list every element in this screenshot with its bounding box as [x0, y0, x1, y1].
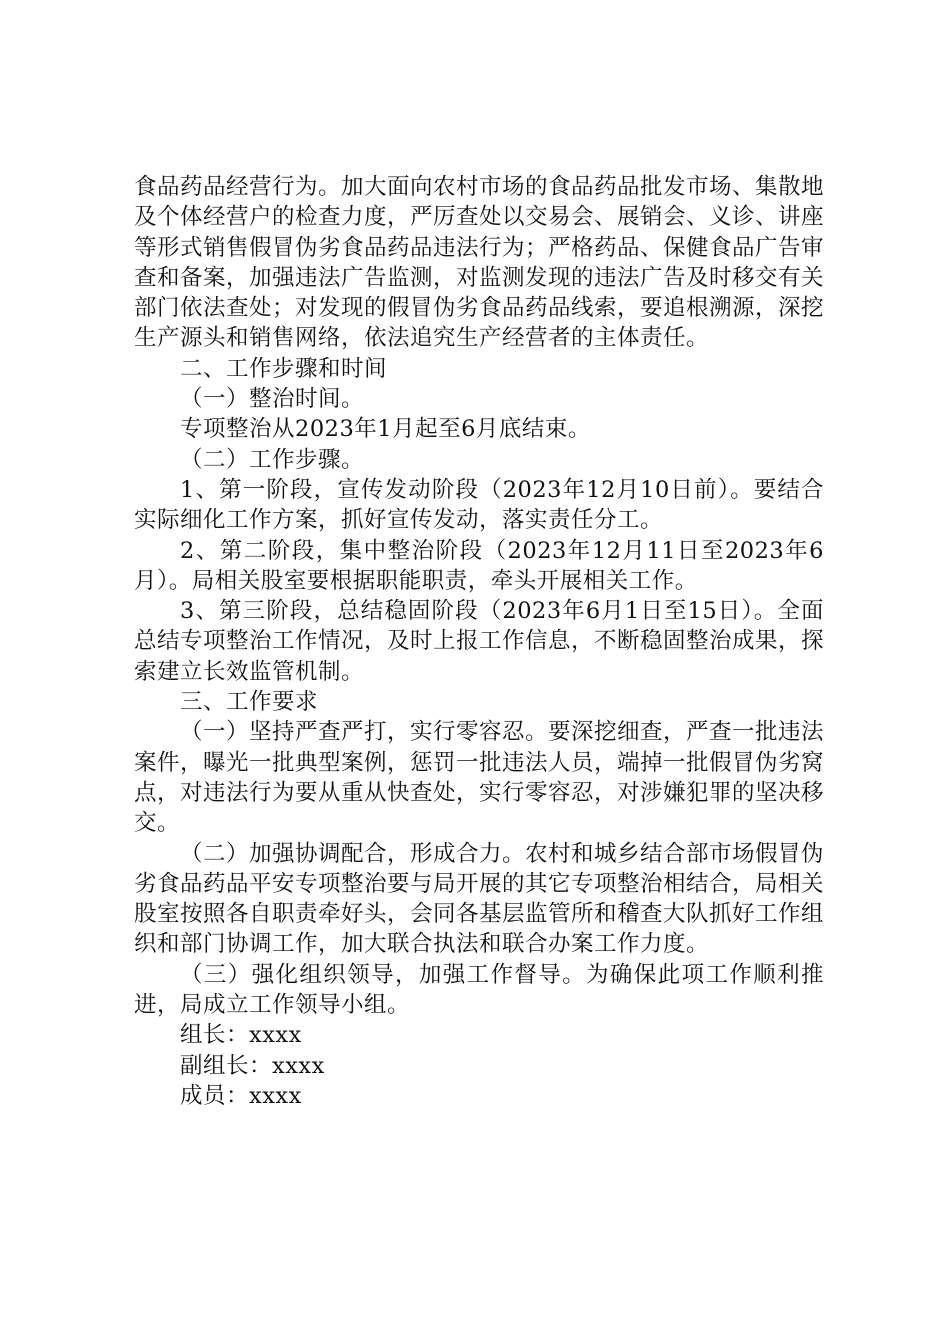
section-heading-3: 三、工作要求	[180, 689, 319, 716]
paragraph-requirement-2: （二）加强协调配合，形成合力。农村和城乡结合部市场假冒伪劣食品药品平安专项整治要与局开展的其它专项整治相结合，局相关股室按照各自职责牵好头，会同各基层监管所和稽查大队抓好工作组织和部门协调工作，加大联合执法和联合办案工作力度。	[134, 840, 825, 958]
paragraph-requirement-1: （一）坚持严查严打，实行零容忍。要深挖细查，严查一批违法案件，曝光一批典型案例，惩罚一批违法人员，端掉一批假冒伪劣窝点，对违法行为要从重从快查处，实行零容忍，对涉嫌犯罪的坚决移交。	[134, 719, 825, 837]
members-line: 成员：xxxx	[180, 1082, 302, 1109]
paragraph-step-2: 2、第二阶段，集中整治阶段（2023年12月11日至2023年6月）。局相关股室要根据职能职责，牵头开展相关工作。	[134, 537, 824, 594]
subheading-work-steps: （二）工作步骤。	[180, 446, 365, 473]
document-body	[134, 172, 824, 1111]
paragraph-requirement-3: （三）强化组织领导，加强工作督导。为确保此项工作顺利推进，局成立工作领导小组。	[134, 961, 824, 1019]
section-heading-2: 二、工作步骤和时间	[180, 355, 388, 382]
paragraph-continuation: 食品药品经营行为。加大面向农村市场的食品药品批发市场、集散地及个体经营户的检查力度，严厉查处以交易会、展销会、义诊、讲座等形式销售假冒伪劣食品药品违法行为；严格药品、保健食品广告审查和备案，加强违法广告监测，对监测发现的违法广告及时移交有关部门依法查处；对发现的假冒伪劣食品药品线索，要追根溯源，深挖生产源头和销售网络，依法追究生产经营者的主体责任。	[134, 174, 825, 352]
paragraph-step-1: 1、第一阶段，宣传发动阶段（2023年12月10日前）。要结合实际细化工作方案，抓好宣传发动，落实责任分工。	[134, 476, 824, 534]
team-leader-line: 组长：xxxx	[180, 1022, 302, 1049]
paragraph-rectification-period: 专项整治从2023年1月起至6月底结束。	[180, 416, 591, 443]
subheading-rectification-time: （一）整治时间。	[180, 386, 365, 413]
deputy-leader-line: 副组长：xxxx	[180, 1052, 325, 1079]
paragraph-step-3: 3、第三阶段，总结稳固阶段（2023年6月1日至15日）。全面总结专项整治工作情况，及时上报工作信息，不断稳固整治成果，探索建立长效监管机制。	[134, 598, 825, 685]
